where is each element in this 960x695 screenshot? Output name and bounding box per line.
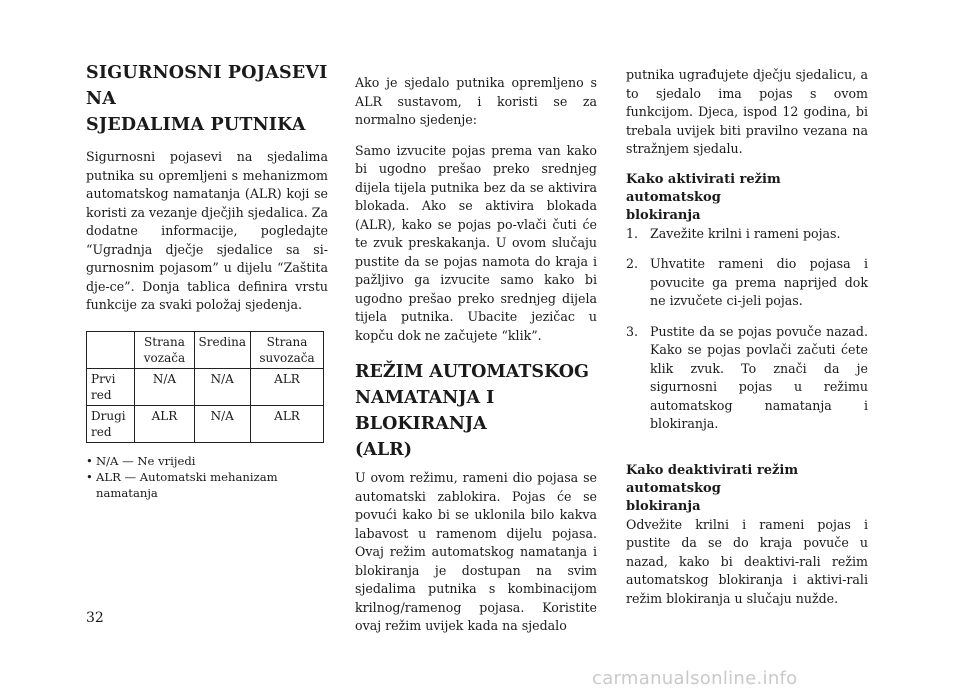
step-number: 2. [626,256,639,271]
subheading-line2: blokiranja [626,498,701,514]
watermark: carmanualsonline.info [592,668,798,689]
table-header-row [87,331,324,368]
paragraph: putnika ugrađujete dječju sjedalicu, a to sjedalo ima pojas s ovom funkcijom. Djeca, ispod 12 godina, bi trebala uvijek biti pravilno vezana na stražnjem sjedalu. [626,67,868,156]
table-cell: N/A [135,368,194,405]
intro-paragraph: Sigurnosni pojasevi na sjedalima putnika su opremljeni s mehanizmom automatskog namatanja (ALR) koji se koristi za vezanje dječjih sjedalica. Za dodatne informacije, pogledajte “Ugradnja dječje sjedalice sa si-gurnosnim pojasom” u dijelu “Zaštita dje-ce”. Donja tablica definira vrstu funkcije za svaki položaj sjedenja. [86,149,328,312]
paragraph: Odvežite krilni i rameni pojas i pustite da se do kraja povuče u nazad, kako bi deaktivi-rali režim automatskog blokiranja i aktivi-rali režim blokiranja u slučaju nužde. [626,516,868,606]
section-title [86,60,328,138]
steps-list [626,225,868,434]
step-text: Uhvatite rameni dio pojasa i povucite ga prema naprijed dok ne izvučete ci-jeli pojas. [650,256,868,308]
section-heading-line2: NAMATANJA I BLOKIRANJA [355,388,495,434]
step-text: Zavežite krilni i rameni pojas. [650,225,841,241]
table-cell: N/A [194,405,250,442]
page-number: 32 [86,610,104,626]
subheading-activate [626,171,868,225]
section-heading-line1: REŽIM AUTOMATSKOG [355,362,589,382]
table-row [87,405,324,442]
table-cell: Prvi red [87,368,135,405]
section-heading [355,359,597,463]
subheading-line1: Kako deaktivirati režim automatskog [626,462,799,496]
table-header-cell: Strana suvozača [250,331,323,368]
table-notes [86,453,328,501]
column-left [86,60,328,501]
seat-function-table [86,331,324,443]
table-row [87,368,324,405]
subheading-line2: blokiranja [626,207,701,223]
paragraph: U ovom režimu, rameni dio pojasa se automatski zablokira. Pojas će se povući kako bi se uklonila bilo kakva labavost u ramenom dijelu pojasa. Ovaj režim automatskog namatanja i blokiranja je dostupan na svim sjedalima putnika s kombinacijom krilnog/ramenog pojasa. Koristite ovaj režim uvijek kada na sjedalo [355,470,597,633]
note-item: • ALR — Automatski mehanizam namatanja [86,469,328,501]
step-text: Pustite da se pojas povuče nazad. Kako se pojas povlači začuti ćete klik zvuk. To znači da je sigurnosni pojas u režimu automatskog namatanja i blokiranja. [650,323,868,431]
section-heading-line3: (ALR) [355,440,412,460]
step-number: 1. [626,225,639,241]
column-right [626,66,868,620]
subheading-line1: Kako aktivirati režim automatskog [626,171,781,205]
paragraph: Samo izvucite pojas prema van kako bi ugodno prešao preko srednjeg dijela tijela putnika bez da se aktivira blokada. Ako se aktivira blokada (ALR), kako se pojas po-vlači čuti će te zvuk preskakanja. U ovom slučaju pustite da se pojas namota do kraja i pažljivo ga izvucite samo kako bi ugodno prešao preko srednjeg dijela tijela putnika. Ubacite jezičac u kopču dok ne začujete “klik”. [355,142,597,343]
table-cell: ALR [135,405,194,442]
table-cell: Drugi red [87,405,135,442]
list-item [626,255,868,311]
table-header-cell: Sredina [194,331,250,368]
subheading-deactivate [626,462,868,516]
table-cell: ALR [250,405,323,442]
table-header-cell: Strana vozača [135,331,194,368]
paragraph: Ako je sjedalo putnika opremljeno s ALR sustavom, i koristi se za normalno sjedenje: [355,75,597,127]
table-cell: ALR [250,368,323,405]
column-middle [355,74,597,648]
section-title-line1: SIGURNOSNI POJASEVI NA [86,63,328,109]
step-number: 3. [626,323,639,339]
table-header-cell [87,331,135,368]
list-item [626,323,868,434]
table-cell: N/A [194,368,250,405]
list-item [626,225,868,244]
section-title-line2: SJEDALIMA PUTNIKA [86,115,306,135]
note-item: • N/A — Ne vrijedi [86,453,328,469]
